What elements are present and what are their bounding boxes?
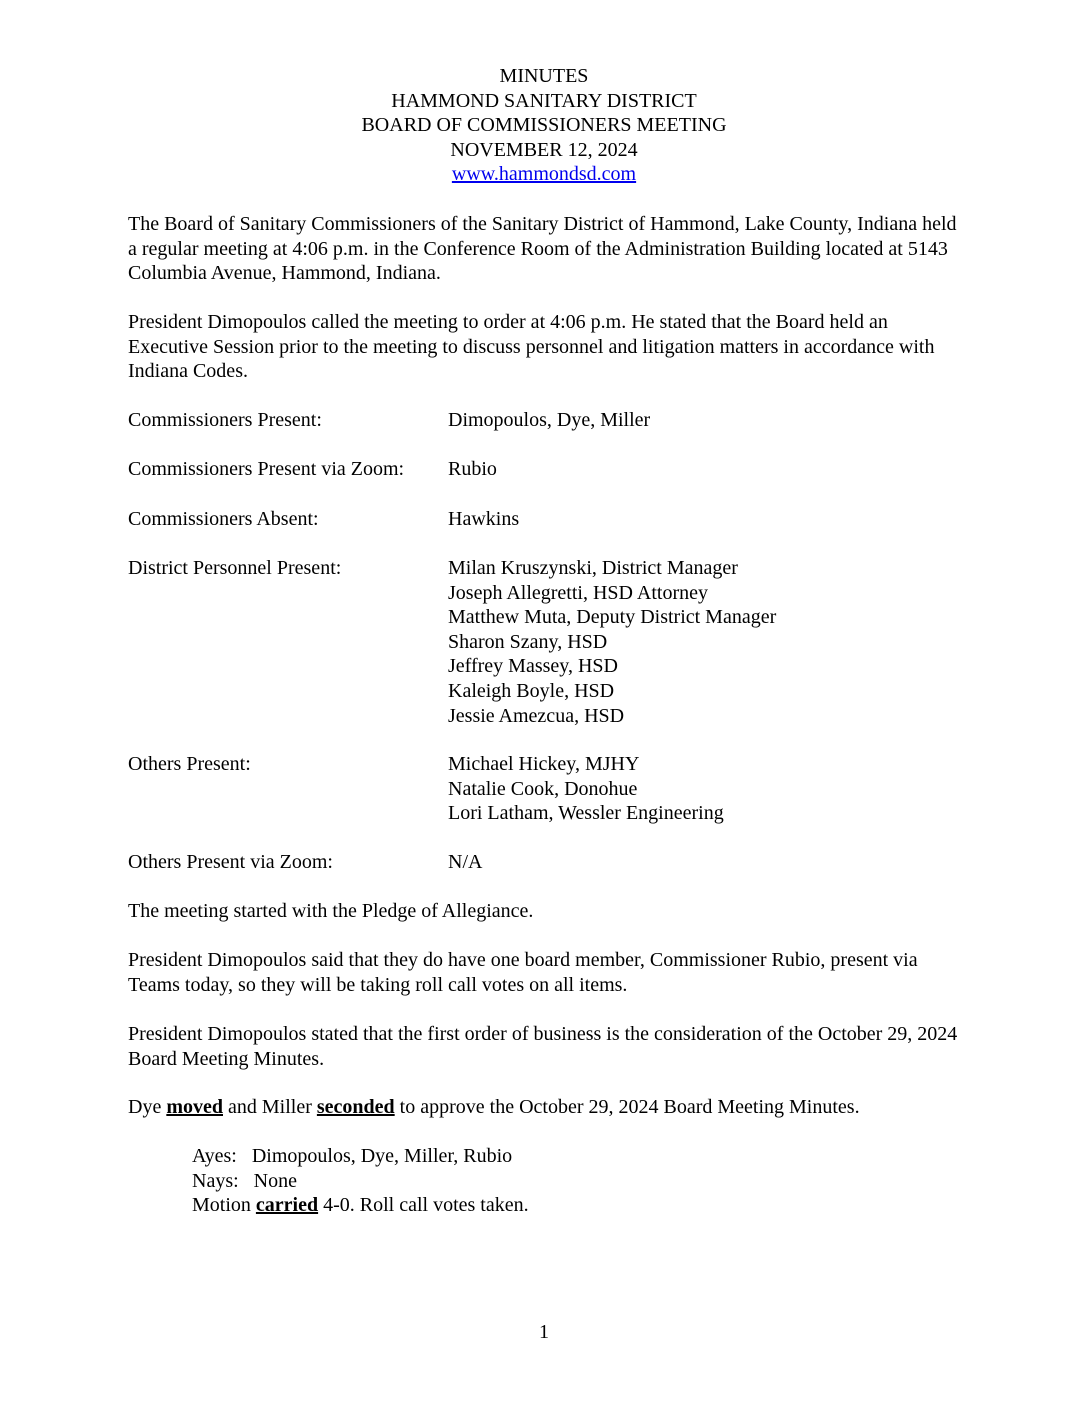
page-number: 1 <box>539 1321 549 1343</box>
personnel-item: Milan Kruszynski, District Manager <box>448 557 738 579</box>
motion-paragraph <box>128 1095 958 1120</box>
header-district: HAMMOND SANITARY DISTRICT <box>391 89 697 112</box>
vote-ayes: Ayes: Dimopoulos, Dye, Miller, Rubio <box>192 1145 513 1167</box>
motion-moved-word: moved <box>166 1096 223 1118</box>
personnel-item: Kaleigh Boyle, HSD <box>448 679 615 702</box>
vote-block <box>192 1144 529 1218</box>
personnel-item: Joseph Allegretti, HSD Attorney <box>448 581 708 604</box>
roll-call-paragraph: President Dimopoulos said that they do have one board member, Commissioner Rubio, present via Teams today, so they will be taking roll call votes on all items. <box>128 949 918 996</box>
others-zoom-value: N/A <box>448 851 483 873</box>
vote-motion-prefix: Motion <box>192 1194 251 1217</box>
motion-seconded-word: seconded <box>316 1096 395 1118</box>
district-personnel-label: District Personnel Present: <box>128 557 342 579</box>
others-present-label: Others Present: <box>128 753 251 775</box>
vote-motion-suffix: 4-0. Roll call votes taken. <box>323 1194 529 1217</box>
vote-nays: Nays: None <box>192 1169 297 1192</box>
header-title: MINUTES <box>499 65 589 87</box>
personnel-item: Sharon Szany, HSD <box>448 630 608 653</box>
motion-mover: Dye <box>128 1096 162 1118</box>
commissioners-present-value: Dimopoulos, Dye, Miller <box>448 409 651 431</box>
minutes-header <box>0 64 1088 187</box>
vote-result <box>192 1193 529 1218</box>
website-link[interactable]: www.hammondsd.com <box>451 163 637 186</box>
commissioners-absent-value: Hawkins <box>448 508 520 530</box>
others-zoom-label: Others Present via Zoom: <box>128 851 333 873</box>
intro-paragraph: The Board of Sanitary Commissioners of the Sanitary District of Hammond, Lake County, Indiana held a regular meeting at 4:06 p.m. in the Conference Room of the Administration Building located at 5143 Columbia Avenue, Hammond, Indiana. <box>128 213 957 285</box>
commissioners-present-label: Commissioners Present: <box>128 409 322 431</box>
others-item: Lori Latham, Wessler Engineering <box>448 802 724 825</box>
personnel-item: Matthew Muta, Deputy District Manager <box>448 606 777 629</box>
commissioners-zoom-label: Commissioners Present via Zoom: <box>128 458 405 480</box>
pledge-paragraph: The meeting started with the Pledge of Allegiance. <box>128 900 534 922</box>
personnel-item: Jessie Amezcua, HSD <box>448 704 625 727</box>
call-to-order-paragraph: President Dimopoulos called the meeting to order at 4:06 p.m. He stated that the Board held an Executive Session prior to the meeting to discuss personnel and litigation matters in accordance with Indiana Codes. <box>128 311 935 383</box>
others-item: Natalie Cook, Donohue <box>448 777 638 800</box>
motion-and-text: and Miller <box>228 1096 312 1118</box>
commissioners-absent-label: Commissioners Absent: <box>128 508 319 530</box>
others-item: Michael Hickey, MJHY <box>448 753 640 775</box>
header-meeting: BOARD OF COMMISSIONERS MEETING <box>361 114 727 137</box>
commissioners-zoom-value: Rubio <box>448 458 497 480</box>
first-business-paragraph: President Dimopoulos stated that the first order of business is the consideration of the October 29, 2024 Board Meeting Minutes. <box>128 1023 958 1070</box>
motion-rest: to approve the October 29, 2024 Board Meeting Minutes. <box>399 1096 860 1118</box>
personnel-item: Jeffrey Massey, HSD <box>448 655 618 678</box>
header-date: NOVEMBER 12, 2024 <box>450 138 638 161</box>
vote-carried-word: carried <box>255 1194 319 1217</box>
